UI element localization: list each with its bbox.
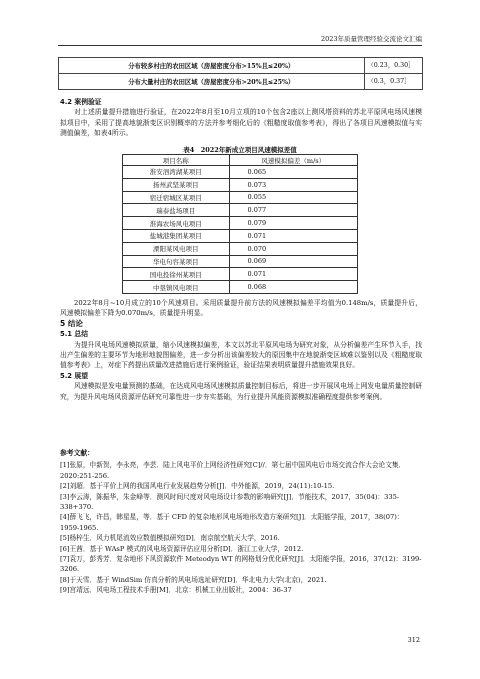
table-row: [123, 191, 358, 204]
reference-item: [1]张原，申新贺，李永亮，李芸．陆上风电平价上网经济性研究[C]//．第七届中国风电后市场交流合作大会论文集．2020:251-256.: [60, 461, 406, 480]
deviation-cell: 0.071: [229, 268, 357, 281]
project-name-cell: 华电句容某项目: [123, 255, 230, 268]
conclusion-block: [60, 298, 422, 402]
table-row: [123, 178, 358, 191]
project-name-cell: 盐城港集团某项目: [123, 229, 230, 242]
deviation-cell: 0.077: [229, 204, 357, 217]
reference-item: [7]袁万，彭秀芳．复杂地形下风资源软件 Meteodyn WT 的网格划分优化研究[J]．太阳能学报，2016，37(12)：3199-3206.: [60, 555, 422, 574]
deviation-cell: 0.068: [229, 281, 357, 294]
project-name-cell: 扬州武坚某项目: [123, 178, 230, 191]
reference-item: [9]宫靖远．风电场工程技术手册[M]．北京：机械工业出版社，2004：36-37: [60, 586, 292, 595]
deviation-cell: 0.069: [229, 255, 357, 268]
deviation-cell: 0.070: [229, 242, 357, 255]
paragraph: 为提升风电场风速模拟质量，缩小风速模拟偏差，本文以苏北平原风电场为研究对象，从分析偏差产生环节入手，找出产生偏差的主要环节为地形地貌图偏差，进一步分析出该偏差较大的原因集中在地貌渐变区域难以鉴别以及《粗糙度取值参考表》上，对症下药提出质量改进措施后进行案例验证，验证结果表明质量提升措施效果良好。: [60, 340, 422, 370]
wind-speed-deviation-table: [122, 154, 358, 294]
roughness-table-fragment: [58, 57, 423, 90]
project-name-cell: 淮安泗湾湖某项目: [123, 166, 230, 179]
header-rule: [58, 45, 422, 46]
column-header: 风速模拟偏差（m/s）: [229, 155, 357, 166]
deviation-cell: 0.055: [229, 191, 357, 204]
project-name-cell: 淮海农场风电项目: [123, 217, 230, 230]
reference-item: [5]杨梓生．风力机尾流效应数值模拟研究[D]．南京航空航天大学，2016.: [60, 534, 280, 543]
table-row: [123, 204, 358, 217]
section-heading: 5 结论: [60, 318, 83, 328]
table-row: [123, 268, 358, 281]
deviation-cell: 0.079: [229, 217, 357, 230]
table-cell: （0.3，0.37］: [364, 74, 423, 90]
table-cell: （0.23，0.30］: [364, 58, 423, 74]
reference-item: [8]于天雪．基于 WindSim 仿真分析的风电场选址研究[D]．华北电力大学(北京)，2021.: [60, 575, 327, 584]
table-row: [123, 255, 358, 268]
subsection-heading: 5.1 总结: [60, 330, 89, 339]
table-cell: 分布较多村庄的农田区域（房屋密度分布>15%且≤20%）: [59, 58, 365, 74]
deviation-cell: 0.065: [229, 166, 357, 179]
deviation-cell: 0.073: [229, 178, 357, 191]
references-block: [60, 448, 422, 596]
references-heading: 参考文献：: [60, 449, 94, 457]
subsection-heading: 5.2 展望: [60, 371, 89, 380]
table-row: [59, 74, 423, 90]
page-number: 312: [407, 636, 420, 644]
section-heading: 4.2 案例验证: [60, 98, 102, 106]
project-name-cell: 国电投徐州某项目: [123, 268, 230, 281]
running-header: 2023年质量管理经验交流论文汇编: [320, 35, 422, 43]
table-row: [123, 229, 358, 242]
paragraph: 风速模拟是发电量预测的基础，在达成风电场风速模拟质量控制目标后，将进一步开展风电场上网发电量质量控制研究，为提升风电场风资源评估研究可靠性进一步夯实基础，为行业提升风能资源模拟准确程度提供参考案例。: [60, 382, 422, 401]
project-name-cell: 溧阳某风电项目: [123, 242, 230, 255]
section-4-2: [60, 97, 422, 139]
table-row: [123, 166, 358, 179]
paragraph: 对上述质量提升措施进行验证，在2022年8月至10月立项的10个包含2座以上测风塔资料的苏北平原风电场风速模拟项目中，采用了提高地貌渐变区识别概率的方法并参考细化后的《粗糙度取值参考表》，得出了各项目风速模拟值与实测值偏差，如表4所示。: [60, 108, 422, 138]
table-row: [123, 217, 358, 230]
table-cell: 分布大量村庄的农田区域（房屋密度分布>20%且≤25%）: [59, 74, 365, 90]
table-row: [123, 281, 358, 294]
reference-item: [4]薛飞飞，许昌，韩星星，等．基于 CFD 的复杂地形风电场地形改造方案研究[J]．太阳能学报，2017，38(07)：1959-1965.: [60, 513, 404, 532]
table-caption: 表4 2022年新成立项目风速模拟差值: [183, 146, 297, 154]
reference-item: [2]刘超．基于平价上网的我国风电行业发展趋势分析[J]．中外能源，2019，24(11):10-15.: [60, 482, 335, 491]
table-row: [59, 58, 423, 74]
table-row: [123, 242, 358, 255]
table-header-row: [123, 155, 358, 166]
column-header: 项目名称: [123, 155, 230, 166]
reference-item: [3]李云涛，陈振华，朱金峰等．测风时间尺度对风电场设计参数的影响研究[J]．节能技术，2017，35(04)：335-338+370.: [60, 492, 400, 512]
project-name-cell: 中垦镇风电项目: [123, 281, 230, 294]
project-name-cell: 瑞泰盐场项目: [123, 204, 230, 217]
reference-item: [6]王茜．基于 WAsP 模式的风电场资源评估应用分析[D]．浙江工业大学，2012.: [60, 544, 304, 553]
project-name-cell: 宿迁宿城区某项目: [123, 191, 230, 204]
paragraph: 2022年8月~10月成立的10个风速项目。采用质量提升前方法的风速模拟偏差平均值为0.148m/s，质量提升后，风速模拟偏差下降为0.070m/s，质量提升明显。: [60, 299, 422, 318]
deviation-cell: 0.071: [229, 229, 357, 242]
